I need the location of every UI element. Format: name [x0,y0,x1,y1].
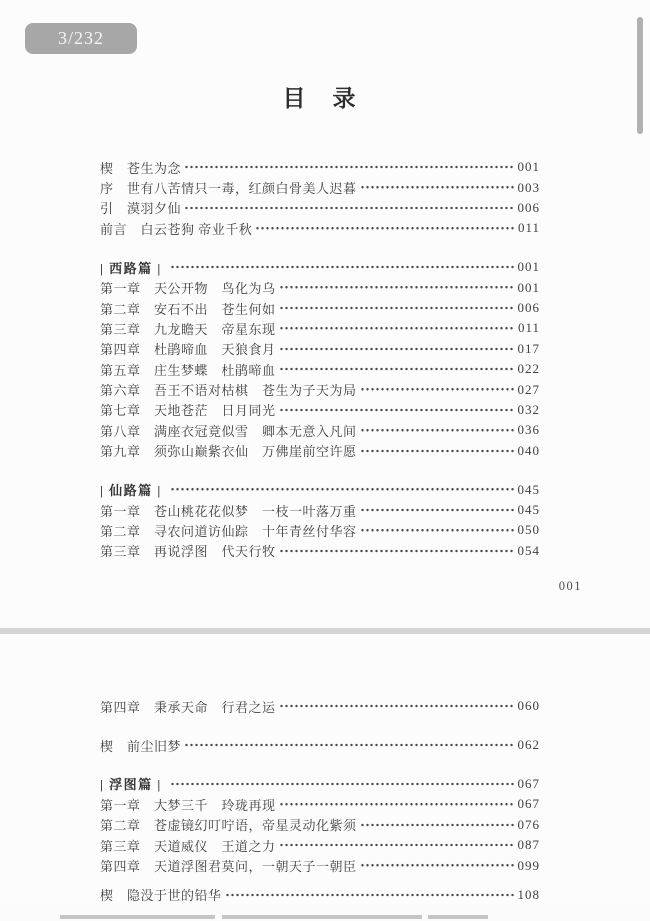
toc-entry-page: 001 [517,159,540,175]
toc-entry-label: 第四章 秉承天命 行君之运 [100,699,276,715]
toc-entry-page: 003 [517,179,540,195]
dot-leader [360,441,514,461]
dot-leader [225,885,514,905]
dot-leader [279,696,514,716]
dot-leader [360,520,514,540]
toc-entry [100,339,540,359]
toc-entry-page: 011 [517,320,540,336]
toc-entry-page: 011 [517,220,540,236]
toc-section-header [100,257,540,277]
dot-leader [360,177,514,197]
toc-entry-label: 第四章 天道浮图君莫问，一朝天子一朝臣 [100,859,357,875]
dot-leader [279,541,514,561]
page-indicator-badge [25,23,137,54]
page-folio: 001 [558,579,582,594]
toc-entry-page: 027 [517,381,540,397]
dot-leader [184,198,514,218]
toc-entry [100,855,540,875]
toc-entry-label: 第九章 须弥山巅紫衣仙 万佛崖前空许愿 [100,444,357,460]
cutoff-content-segment [222,915,422,919]
toc-entry [100,500,540,520]
toc-entry [100,298,540,318]
dot-leader [279,277,514,297]
toc-section-label: | 西路篇 | [100,260,162,276]
toc-entry [100,420,540,440]
dot-leader [255,218,514,238]
dot-leader [279,298,514,318]
toc-entry-page: 001 [517,279,540,295]
toc-entry [100,157,540,177]
toc-entry [100,400,540,420]
dot-leader [360,855,514,875]
toc-entry [100,359,540,379]
toc-entry-page: 040 [517,442,540,458]
dot-leader [360,379,514,399]
toc-entry [100,198,540,218]
cutoff-content-segment [428,915,488,919]
toc-entry [100,441,540,461]
toc-entry-page: 060 [517,698,540,714]
toc-entry [100,696,540,716]
toc-entry-page: 032 [517,401,540,417]
toc-entry-label: 楔 前尘旧梦 [100,738,182,754]
toc-entry-page: 099 [517,857,540,873]
toc-entry-label: 第三章 九龙瞻天 帝星东现 [100,321,276,337]
toc-entry-label: 第二章 安石不出 苍生何如 [100,301,276,317]
dot-leader [170,479,514,499]
toc-entry-page: 050 [517,522,540,538]
toc-entry [100,520,540,540]
toc-entry-page: 108 [517,886,540,902]
toc-section-label: | 浮图篇 | [100,777,162,793]
toc-entry [100,735,540,755]
toc-entry [100,794,540,814]
toc-entry-page: 062 [517,737,540,753]
toc-entry-label: 第二章 寻农问道访仙踪 十年青丝付华容 [100,523,357,539]
toc-entry-page: 076 [517,816,540,832]
dot-leader [279,835,514,855]
dot-leader [279,339,514,359]
toc-entry [100,177,540,197]
toc-entry-page: 006 [517,199,540,215]
dot-leader [360,815,514,835]
toc-entry [100,815,540,835]
toc-entry-label: 第一章 天公开物 鸟化为乌 [100,281,276,297]
toc-rows-page1 [100,157,540,561]
toc-entry-label: 第一章 苍山桃花花似梦 一枝一叶落万重 [100,503,357,519]
toc-entry-label: 第一章 大梦三千 玲珑再现 [100,797,276,813]
toc-entry-label: 第二章 苍虚镜幻叮咛语，帝星灵动化紫须 [100,818,357,834]
toc-entry-label: 第八章 满座衣冠竟似雪 卿本无意入凡间 [100,423,357,439]
toc-entry [100,835,540,855]
toc-entry-page: 045 [517,502,540,518]
dot-leader [170,257,514,277]
toc-entry [100,277,540,297]
toc-entry [100,379,540,399]
dot-leader [360,500,514,520]
toc-entry-page: 067 [517,775,540,791]
toc-entry [100,541,540,561]
toc-entry-label: 第五章 庄生梦蝶 杜鹃啼血 [100,362,276,378]
toc-entry-label: 第三章 天道威仪 王道之力 [100,838,276,854]
toc-section-header [100,479,540,499]
toc-section-label: | 仙路篇 | [100,483,162,499]
toc-entry-page: 067 [517,796,540,812]
toc-entry [100,218,540,238]
toc-entry-page: 045 [517,481,540,497]
dot-leader [279,794,514,814]
toc-entry-label: 第三章 再说浮图 代天行牧 [100,544,276,560]
dot-leader [184,735,514,755]
toc-entry-page: 022 [517,361,540,377]
dot-leader [279,400,514,420]
toc-entry-page: 017 [517,340,540,356]
dot-leader [279,359,514,379]
dot-leader [184,157,514,177]
toc-entry-page: 036 [517,422,540,438]
toc-entry-page: 054 [517,542,540,558]
cutoff-content-segment [60,915,215,919]
toc-entry-label: 引 漠羽夕仙 [100,201,182,217]
toc-entry-label: 前言 白云苍狗 帝业千秋 [100,221,253,237]
dot-leader [360,420,514,440]
toc-entry-label: 楔 隐没于世的铅华 [100,888,222,904]
toc-entry-page: 087 [517,837,540,853]
toc-entry-label: 楔 苍生为念 [100,160,182,176]
toc-section-header [100,774,540,794]
toc-entry-label: 第四章 杜鹃啼血 天狼食月 [100,342,276,358]
toc-entry-page: 001 [517,259,540,275]
scrollbar-thumb[interactable] [637,17,643,134]
toc-entry-label: 第七章 天地苍茫 日月同光 [100,403,276,419]
dot-leader [279,318,514,338]
toc-entry-label: 第六章 吾王不语对枯棋 苍生为子天为局 [100,383,357,399]
page-indicator-text: 3/232 [57,28,104,48]
toc-entry-label: 序 世有八苦情只一毒，红颜白骨美人迟暮 [100,181,357,197]
toc-entry-page: 006 [517,300,540,316]
toc-entry [100,885,540,905]
dot-leader [170,774,514,794]
toc-entry [100,318,540,338]
book-page-2[interactable] [0,634,650,905]
toc-title: 目 录 [282,86,358,111]
toc-rows-page2 [100,696,540,905]
